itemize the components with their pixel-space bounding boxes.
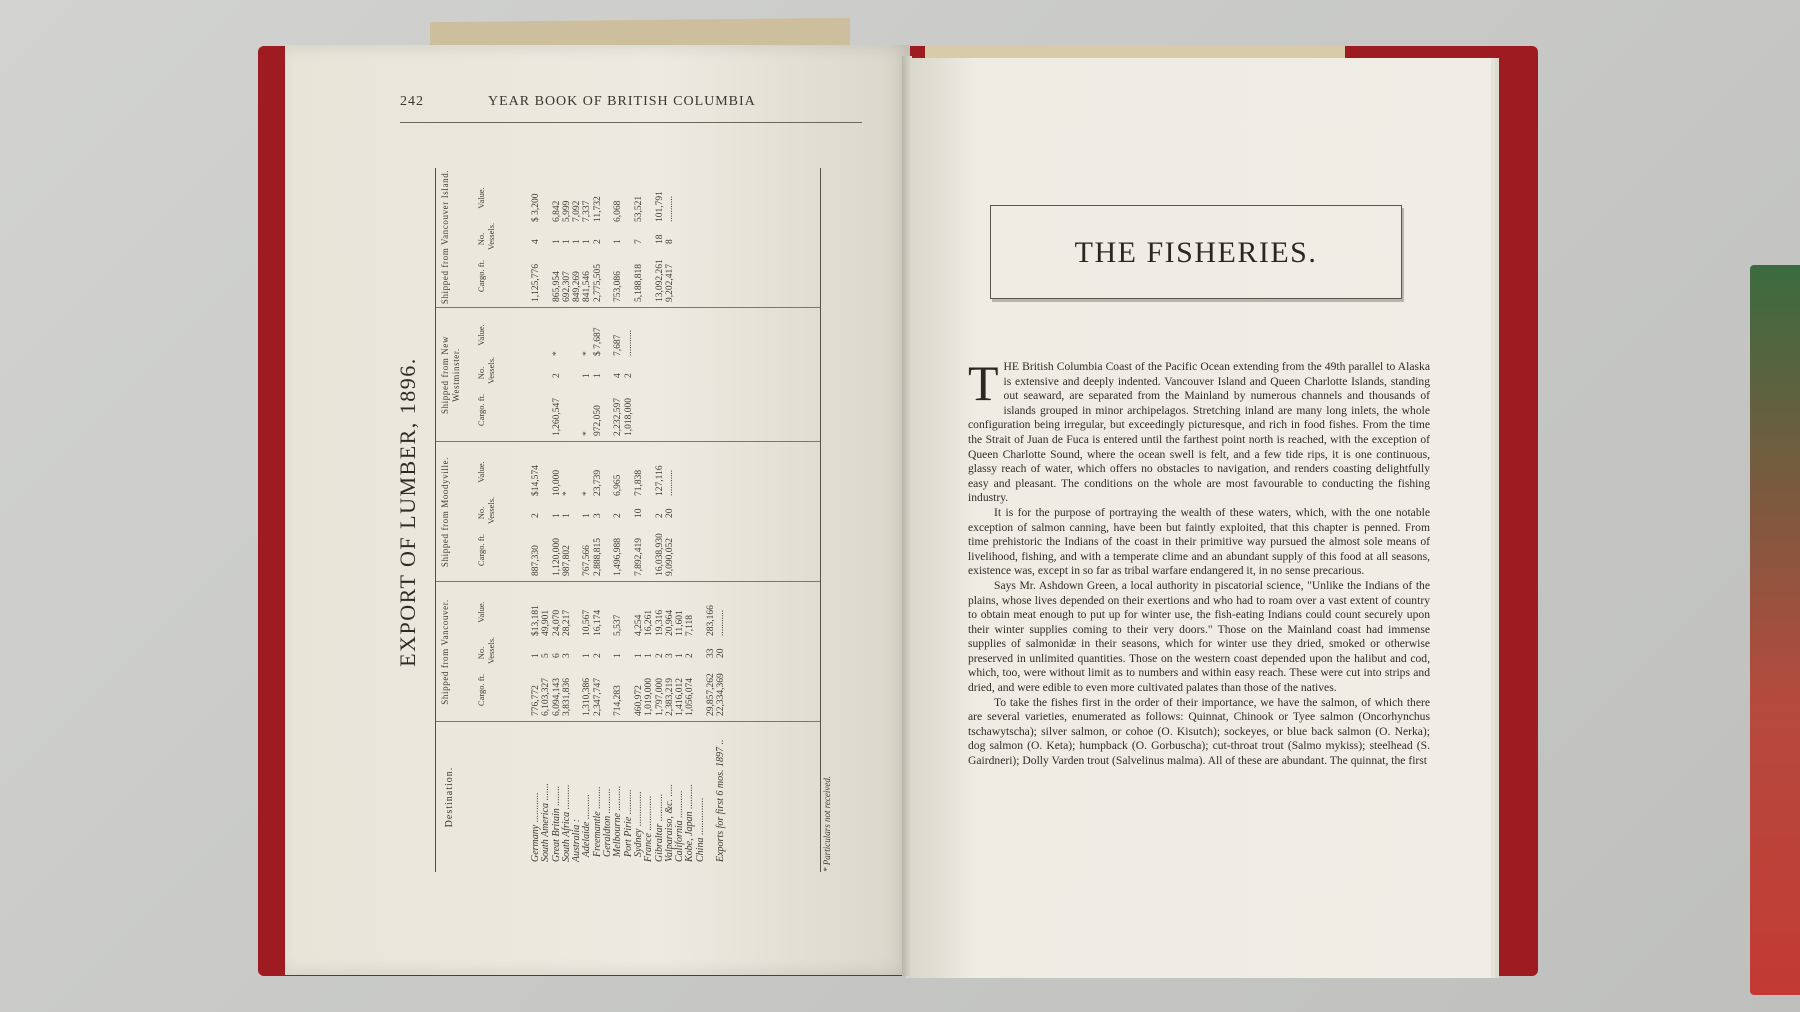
value-values: $13,181 49,901 24,070 28,217 10,567 16,174 5,537 4,254 16,261 19,316 20,964 11,601 7,118 283,166 ...........: [531, 605, 727, 636]
destination-column: [436, 722, 820, 872]
cargo-header: Cargo. ft.: [476, 393, 486, 427]
cargo-header: Cargo. ft.: [476, 259, 486, 293]
cargo-values: 776,772 6,103,327 6,094,143 3,831,836 1,310,386 2,347,747 714,283 460,972 1,019,000 1,797,000 2,383,219 1,416,012 1,056,074 29,857,262 22,334,369: [531, 673, 727, 716]
group-vancouver-island: [436, 168, 820, 306]
value-values: $14,574 10,000 * * 23,739 6,965 71,838 127,116 ...........: [531, 465, 675, 496]
table-footnote: * Particulars not received.: [822, 775, 832, 872]
vessels-header: No. Vessels.: [476, 356, 496, 384]
group-new-westminster: [436, 310, 820, 440]
group-heading: Shipped from Moodyville.: [440, 456, 450, 568]
paragraph-1: [968, 355, 1430, 506]
chapter-body: [968, 355, 1430, 769]
header-rule: [400, 122, 862, 123]
vessels-header: No. Vessels.: [476, 636, 496, 664]
page-header: [400, 94, 860, 114]
group-vancouver: [436, 584, 820, 720]
group-heading: Shipped from New Westminster.: [440, 335, 461, 415]
adjacent-book: [1750, 265, 1800, 995]
value-header: Value.: [476, 461, 486, 483]
paragraph-1-text: HE British Columbia Coast of the Pacific Ocean extending from the 49th parallel to Alaska is extensive and deeply indented. Vancouver Island and Queen Charlotte Islands, standing out seaward, are separated from the Mainland by numerous channels and thousands of islands grouped in minor archipelagos. Stretching inland are many long inlets, the whole configuration being irregular, but exceedingly picturesque, and rich in food fishes. From the time the Strait of Juan de Fuca is entered until the farthest point north is reached, with the exception of Queen Charlotte Sound, where the ocean swell is felt, and a few tide rips, it is one continuous, glassy reach of water, which offers no obstacles to navigation, and renders coasting delightfully easy and pleasant. The conditions on the whole are most favourable to conducting the fishing industry.: [968, 360, 1430, 505]
group-heading: Shipped from Vancouver Island.: [440, 169, 450, 305]
vessels-header: No. Vessels.: [476, 222, 496, 250]
column-divider: [436, 721, 820, 722]
destination-list: Germany ............ South America ....... Great Britain ........ South Africa .......... Australia : Adelaide .......... Freemantle ......... Geraldton .......... Melbourne .......... Port Pirie .......... Sydney .............. France .............. Gibraltar ........... Valparaiso, &c. ..... California ........... Kobe, Japan .......... China ............... Exports for first 6 mos. 1897 ..: [530, 739, 727, 862]
column-divider: [436, 581, 820, 582]
lumber-table-area: [395, 160, 832, 880]
paragraph-3: Says Mr. Ashdown Green, a local authority in piscatorial science, "Unlike the Indians of the plains, whose lives depended on their exertions and who had to roam over a vast extent of country to obtain meat enough to put up for winter use, the fish-eating Indians could count securely upon their winter supplies coming to their very doors." Those on the Mainland coast had immense supplies of salmonidæ in their seasons, which for winter use they dried, smoked or otherwise preserved in unlimited quantities. Those on the western coast depended upon the halibut and cod, which, too, were without limit as to numbers and within easy reach. These were cut into strips and dried, and were edible to even more cultivated palates than those of the natives.: [968, 578, 1430, 695]
cargo-header: Cargo. ft.: [476, 533, 486, 567]
paragraph-2: It is for the purpose of portraying the wealth of these waters, which, with the one notable exception of salmon canning, have been but faintly exploited, that this chapter is penned. From time prehistoric the Indians of the coast in their primitive way pursued the almost sole means of livelihood, fishing, and with a temperate clime and an abundant supply of this food at all seasons, existence was, except in so far as tribal warfare endangered it, in no sense precarious.: [968, 505, 1430, 578]
destination-header: Destination.: [444, 766, 455, 828]
value-values: * * $ 7,687 7,687 ...........: [551, 327, 634, 356]
vessels-header: No. Vessels.: [476, 496, 496, 524]
drop-cap: T: [968, 355, 999, 411]
column-divider: [436, 307, 820, 308]
vessel-values: 4 1 1 1 1 2 1 7 18 8: [531, 234, 675, 244]
value-header: Value.: [476, 187, 486, 209]
group-moodyville: [436, 444, 820, 580]
page-number: 242: [400, 94, 424, 109]
vessel-values: 2 1 1 4 2: [551, 373, 634, 378]
group-heading: Shipped from Vancouver.: [440, 599, 450, 705]
chapter-title-box: [990, 205, 1402, 299]
value-values: $ 3,200 6,842 5,999 7,092 7,337 11,732 6,068 53,521 101,791 ...........: [531, 191, 675, 222]
paragraph-4: To take the fishes first in the order of their importance, we have the salmon, of which there are several varieties, enumerated as follows: Quinnat, Chinook or Tyee salmon (Oncorhynchus tschawytscha); silver salmon, or cohoe (O. Kisutch); sockeyes, or blue back salmon (O. Nerka); dog salmon (O. Keta); humpback (O. Gorbuscha); cut-throat trout (Salmo mykiss); steelhead (S. Gairdneri); Dolly Varden trout (Salvelinus malma). All of these are abundant. The quinnat, the first: [968, 695, 1430, 768]
column-divider: [436, 441, 820, 442]
running-title: YEAR BOOK OF BRITISH COLUMBIA: [488, 94, 756, 109]
vessel-values: 1 5 6 3 1 2 1 1 1 2 3 1 2 33 20: [531, 648, 727, 658]
vessel-values: 2 1 1 1 3 2 10 2 20: [531, 508, 675, 518]
value-header: Value.: [476, 601, 486, 623]
cargo-values: 1,260,547 * 972,050 2,232,597 1,018,000: [551, 398, 634, 436]
chapter-title: THE FISHERIES.: [1074, 236, 1318, 269]
table-title: EXPORT OF LUMBER, 1896.: [395, 357, 420, 667]
value-header: Value.: [476, 324, 486, 346]
cargo-values: 1,125,776 865,954 692,307 849,269 841,546 2,775,505 753,086 5,188,818 13,092,261 9,202,417: [531, 259, 675, 302]
cargo-values: 887,330 1,120,000 987,802 767,566 2,888,815 1,496,988 7,892,419 16,038,930 9,090,052: [531, 533, 675, 576]
lumber-table: [435, 168, 821, 872]
cargo-header: Cargo. ft.: [476, 673, 486, 707]
book-gutter: [902, 56, 912, 976]
